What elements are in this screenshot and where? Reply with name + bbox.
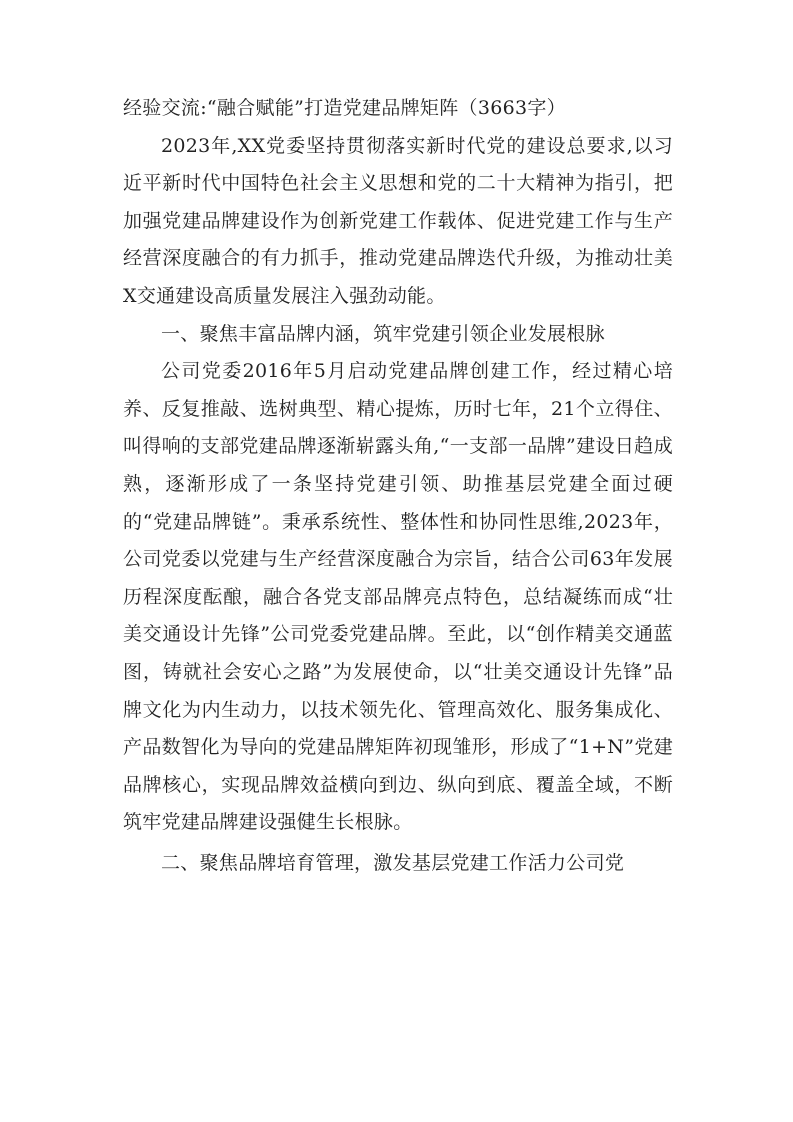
paragraph-section-1-body: 公司党委2016年5月启动党建品牌创建工作，经过精心培养、反复推敲、选树典型、精心提炼，历时七年，21个立得住、叫得响的支部党建品牌逐渐崭露头角,“一支部一品牌”建设日趋成熟，逐渐形成了一条坚持党建引领、助推基层党建全面过硬的“党建品牌链”。秉承系统性、整体性和协同性思维,2023年，公司党委以党建与生产经营深度融合为宗旨，结合公司63年发展历程深度酝酿，融合各党支部品牌亮点特色，总结凝练而成“壮美交通设计先锋”公司党委党建品牌。至此，以“创作精美交通蓝图，铸就社会安心之路”为发展使命，以“壮美交通设计先锋”品牌文化为内生动力，以技术领先化、管理高效化、服务集成化、产品数智化为导向的党建品牌矩阵初现雏形，形成了“1+N”党建品牌核心，实现品牌效益横向到边、纵向到底、覆盖全域，不断筑牢党建品牌建设强健生长根脉。 (123, 360, 673, 834)
paragraph-intro: 2023年,XX党委坚持贯彻落实新时代党的建设总要求,以习近平新时代中国特色社会主义思想和党的二十大精神为指引，把加强党建品牌建设作为创新党建工作载体、促进党建工作与生产经营深度融合的有力抓手，推动党建品牌迭代升级，为推动壮美X交通建设高质量发展注入强劲动能。 (123, 134, 673, 307)
section-heading-2: 二、聚焦品牌培育管理，激发基层党建工作活力公司党 (161, 851, 625, 874)
document-body (123, 90, 673, 882)
section-heading-1: 一、聚焦丰富品牌内涵，筑牢党建引领企业发展根脉 (161, 322, 605, 345)
document-title: 经验交流:“融合赋能”打造党建品牌矩阵（3663字） (123, 97, 566, 119)
